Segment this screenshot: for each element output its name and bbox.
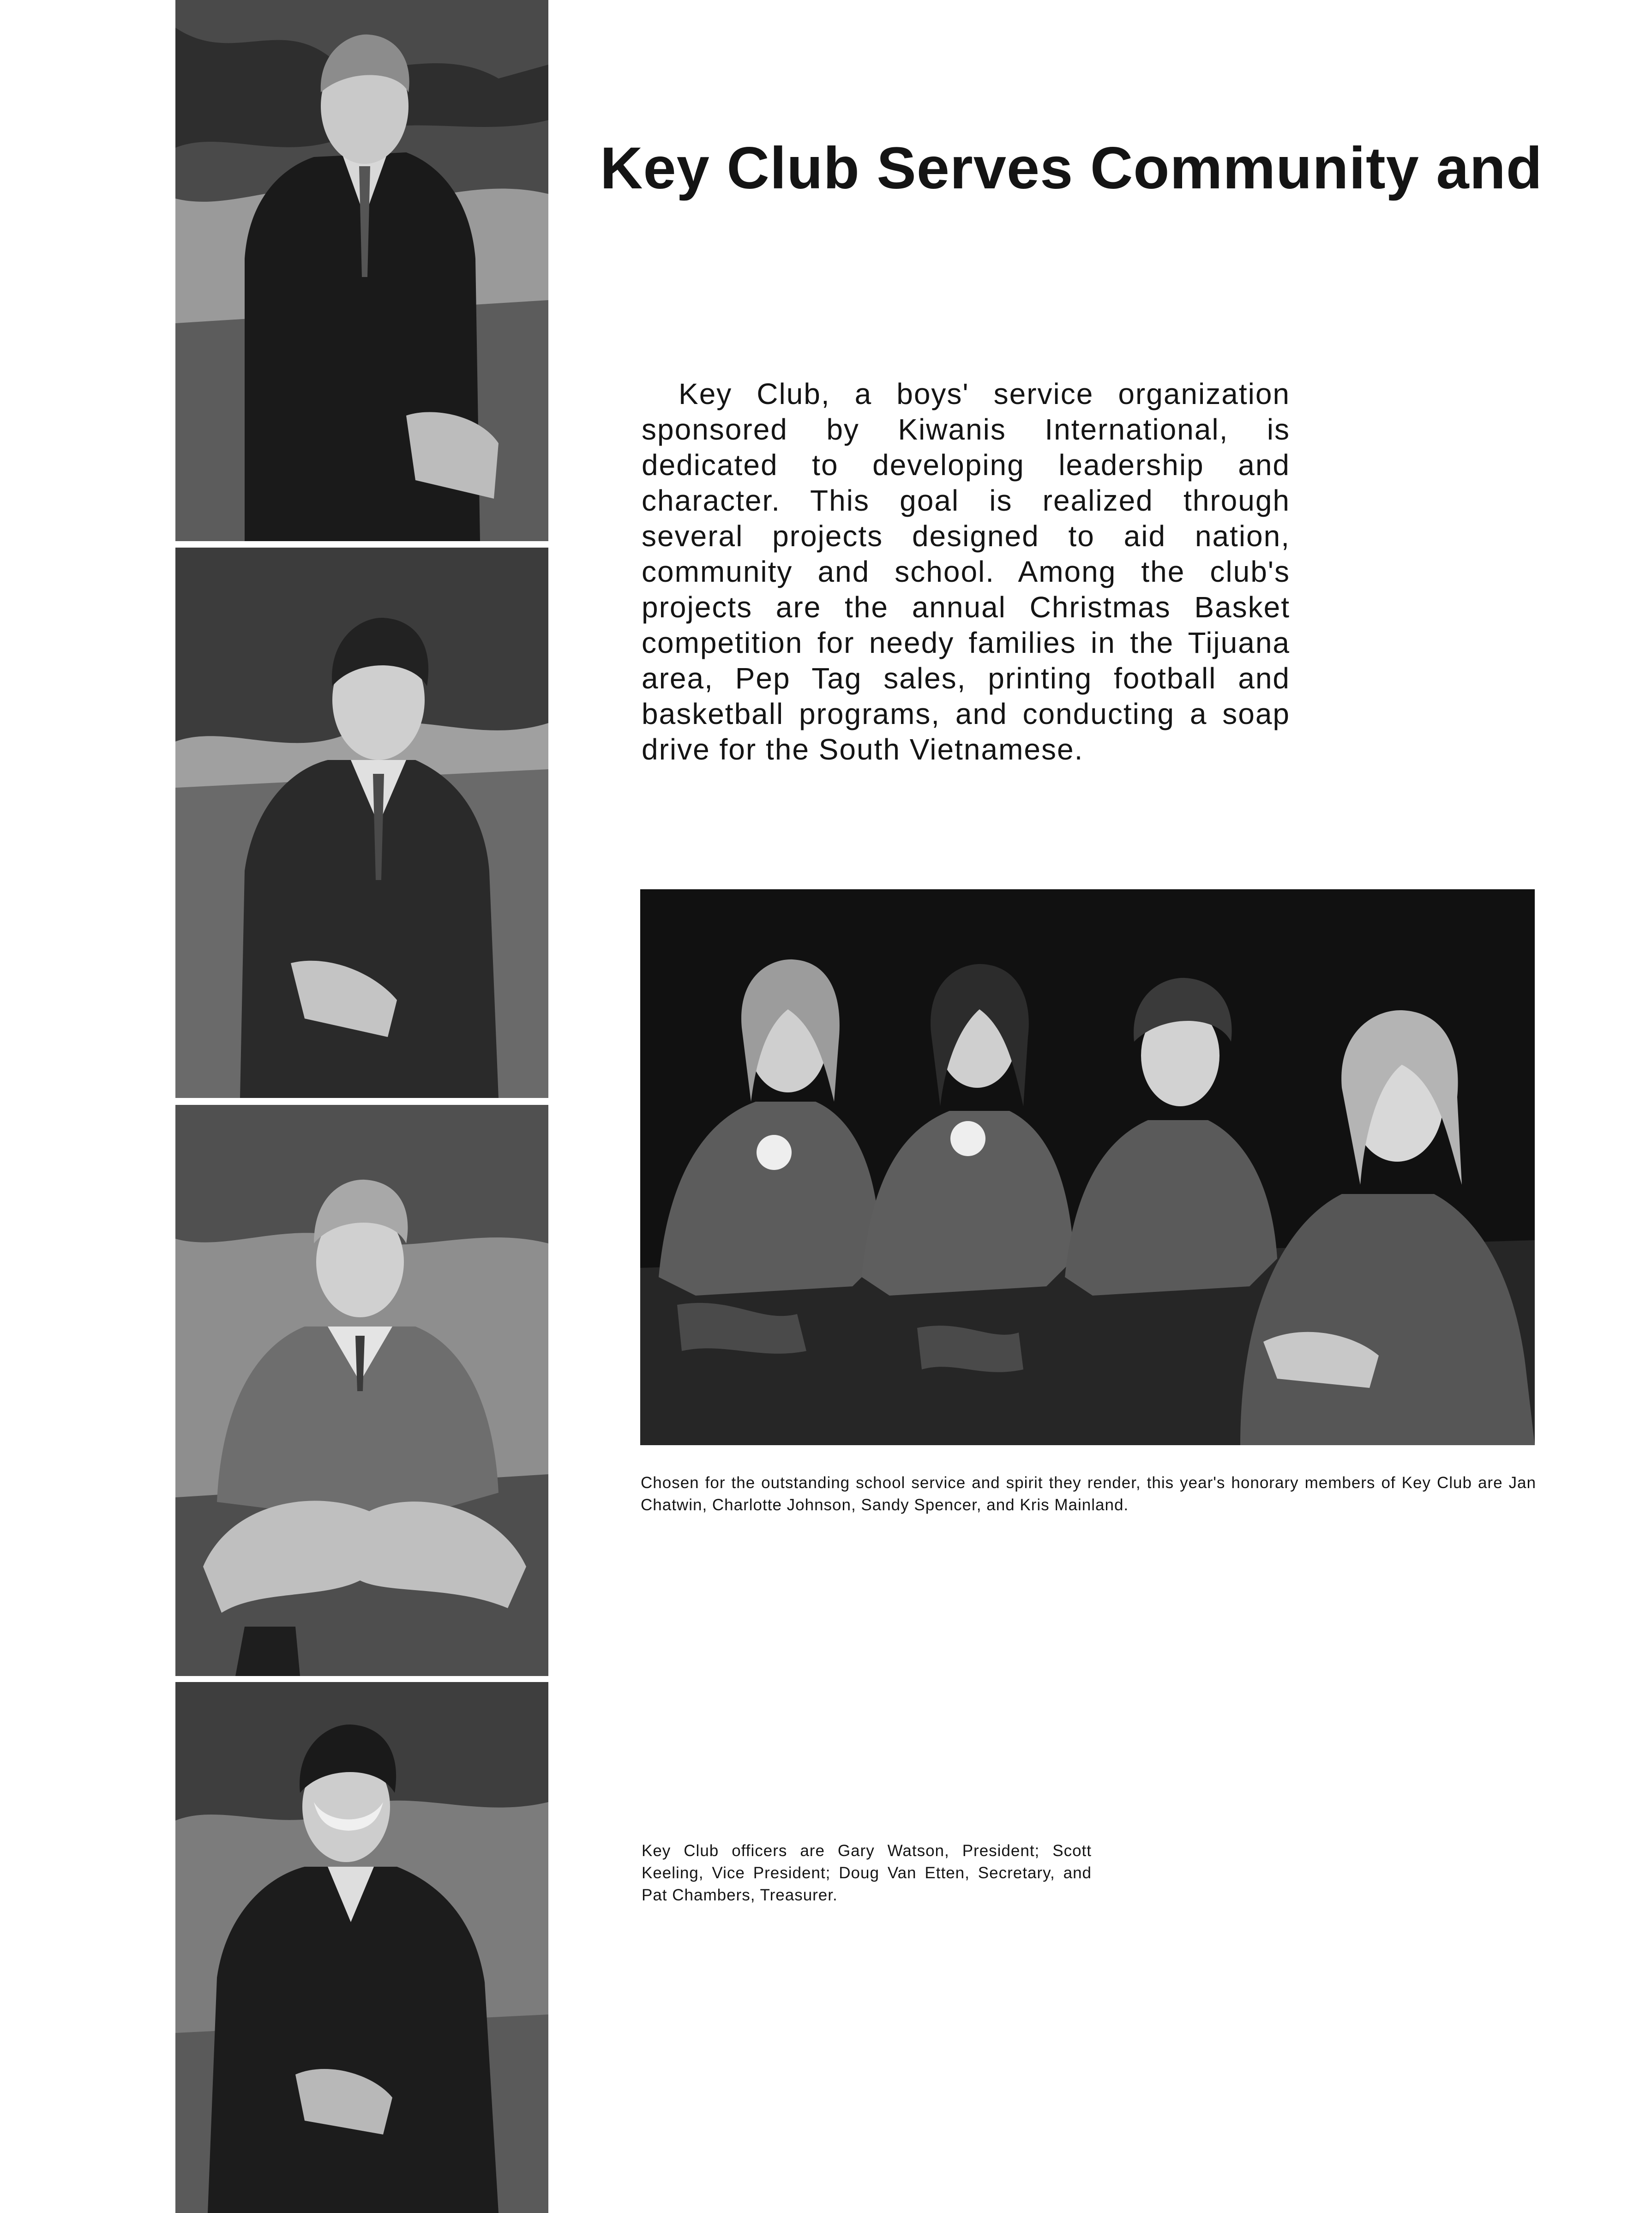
officer-portrait-3: [175, 1105, 548, 1676]
page-title: Key Club Serves Community and: [600, 135, 1543, 201]
honorary-members-photo: [640, 889, 1535, 1445]
officers-caption: Key Club officers are Gary Watson, President; Scott Keeling, Vice President; Doug Van Etten, Secretary, and Pat Chambers, Treasurer.: [642, 1842, 1092, 1904]
honorary-members-caption: Chosen for the outstanding school service and spirit they render, this year's honorary members of Key Club are Jan Chatwin, Charlotte Johnson, Sandy Spencer, and Kris Mainland.: [641, 1474, 1536, 1514]
officer-portrait-2: [175, 548, 548, 1098]
officer-portrait-1: [175, 0, 548, 541]
article-body: Key Club, a boys' service organization sponsored by Kiwanis International, is dedicated to developing leadership and character. This goal is realized through several projects designed to aid nation, community and school. Among the club's projects are the annual Christmas Basket competition for needy families in the Tijuana area, Pep Tag sales, printing football and basketball programs, and conducting a soap drive for the South Vietnamese.: [642, 377, 1290, 766]
officer-portrait-4: [175, 1682, 548, 2213]
